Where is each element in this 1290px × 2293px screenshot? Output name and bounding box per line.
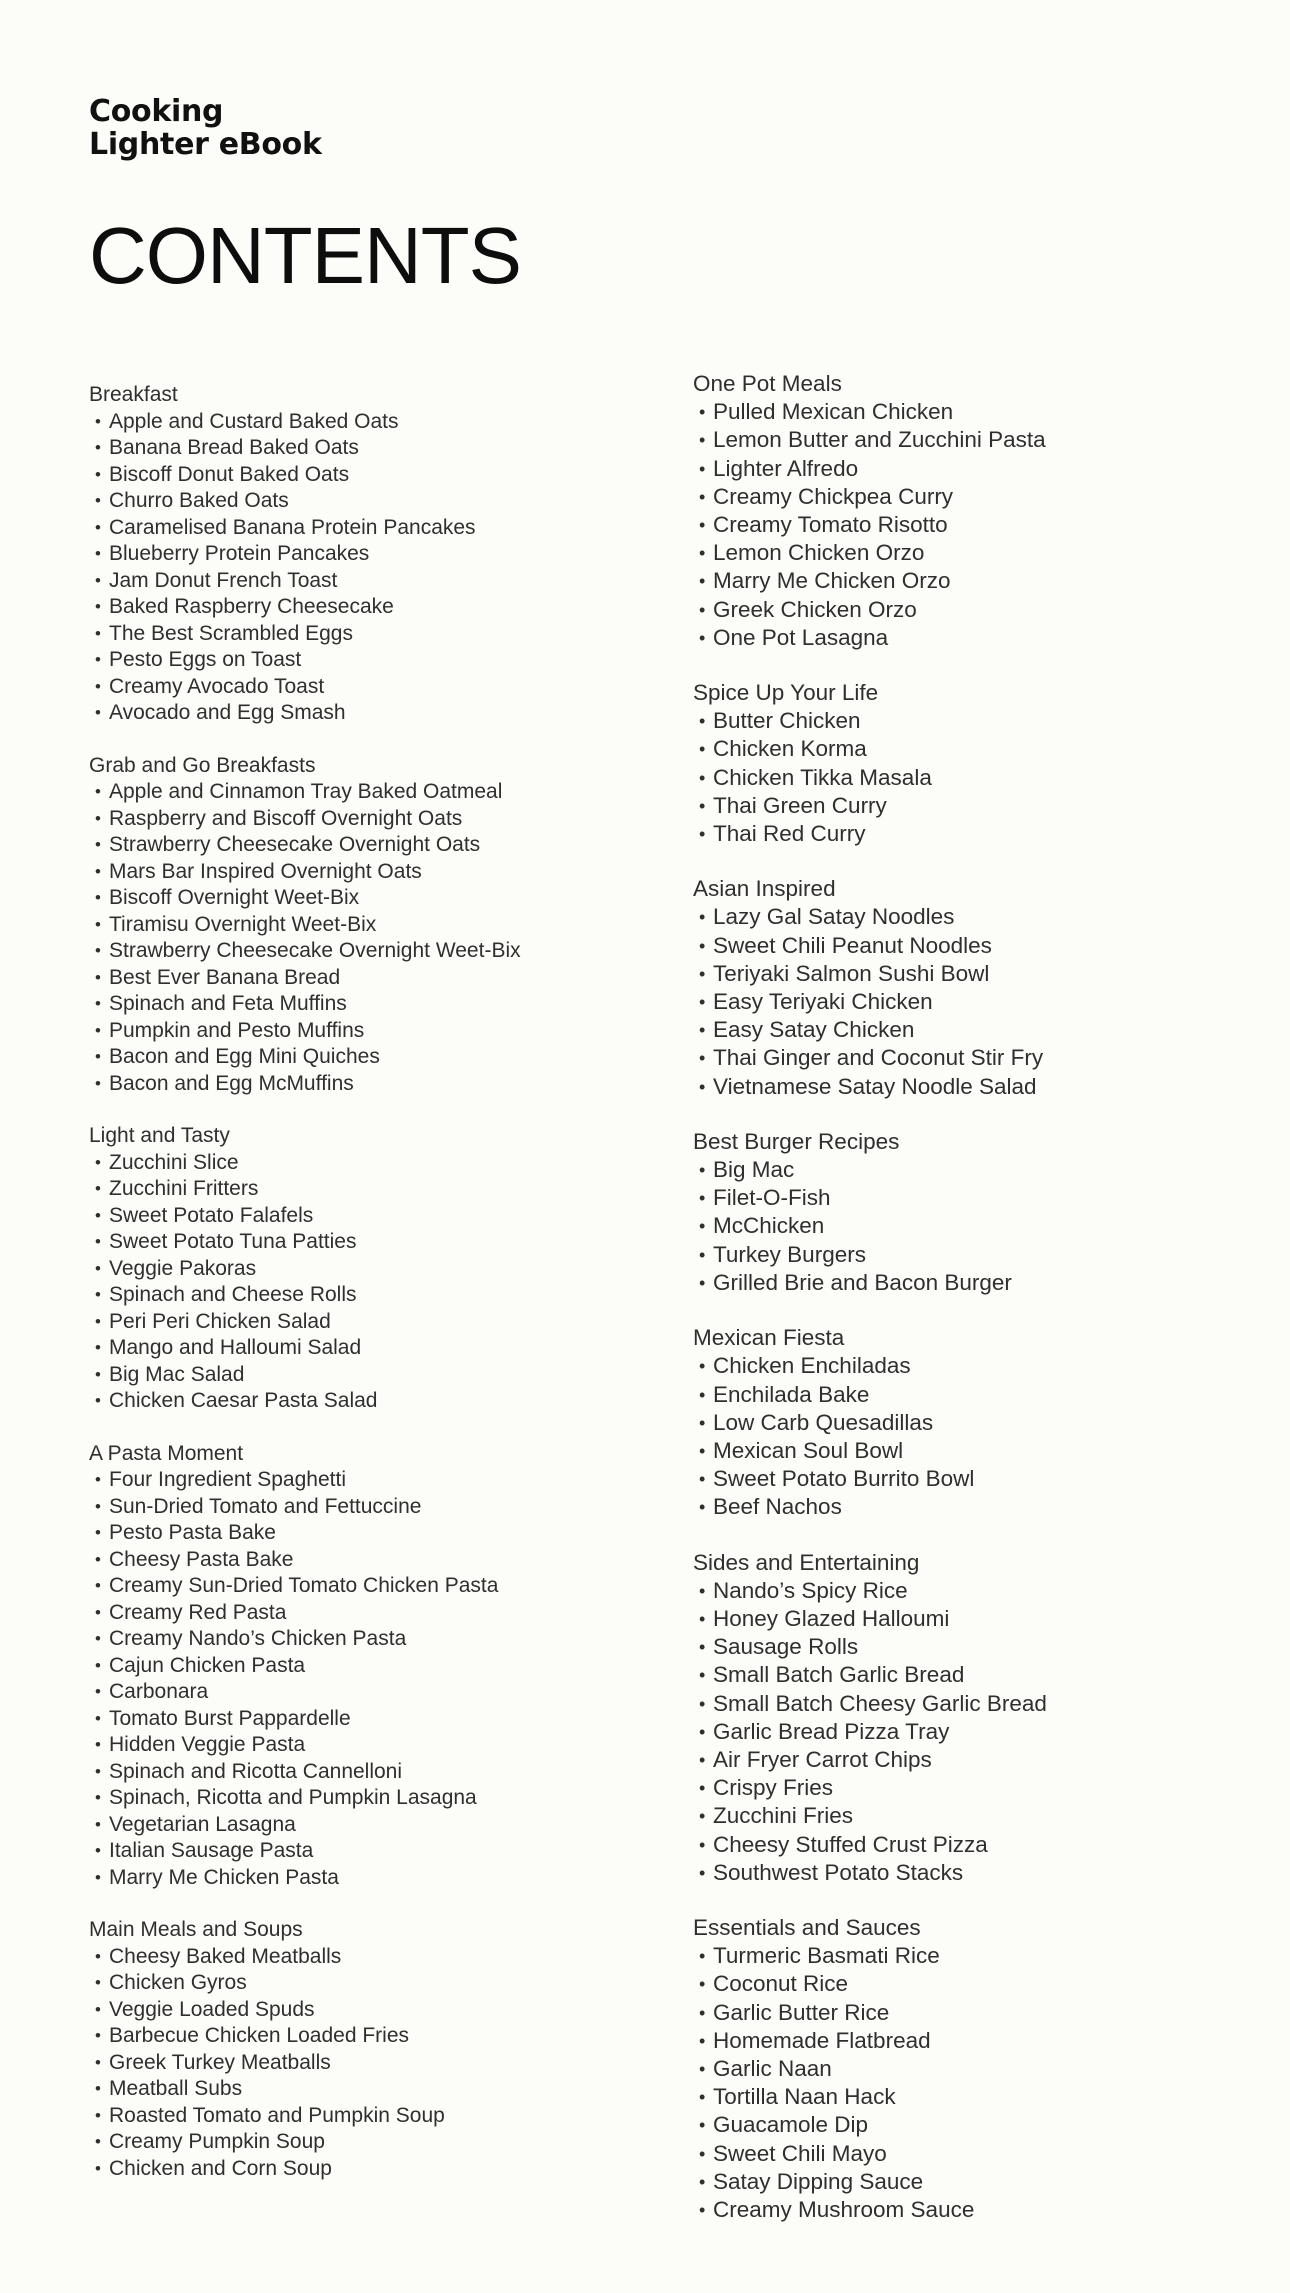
list-item: • The Best Scrambled Eggs: [89, 621, 521, 648]
list-item: • Banana Bread Baked Oats: [89, 435, 521, 462]
section-title: Light and Tasty: [89, 1124, 230, 1147]
list-item: • Veggie Loaded Spuds: [89, 1997, 521, 2024]
list-item: • Cheesy Stuffed Crust Pizza: [693, 1831, 1047, 1859]
list-item: • Low Carb Quesadillas: [693, 1409, 1047, 1437]
list-item: • Tomato Burst Pappardelle: [89, 1706, 521, 1733]
section-title: Spice Up Your Life: [693, 680, 879, 706]
list-item: • Blueberry Protein Pancakes: [89, 541, 521, 568]
section-spice-up-your-life: [693, 679, 1047, 848]
section-best-burger-recipes: [693, 1128, 1047, 1297]
page-title: CONTENTS: [89, 211, 521, 300]
list-item: • Vietnamese Satay Noodle Salad: [693, 1073, 1047, 1101]
list-item: • Pesto Pasta Bake: [89, 1520, 521, 1547]
list-item: • Mango and Halloumi Salad: [89, 1335, 521, 1362]
recipe-list: [89, 1467, 521, 1891]
section-title: Breakfast: [89, 383, 178, 406]
list-item: • Mars Bar Inspired Overnight Oats: [89, 859, 521, 886]
list-item: • Spinach, Ricotta and Pumpkin Lasagna: [89, 1785, 521, 1812]
section-title: Mexican Fiesta: [693, 1325, 845, 1351]
list-item: • Small Batch Cheesy Garlic Bread: [693, 1690, 1047, 1718]
list-item: • Caramelised Banana Protein Pancakes: [89, 515, 521, 542]
section-title: One Pot Meals: [693, 371, 842, 396]
list-item: • Zucchini Slice: [89, 1150, 521, 1177]
list-item: • Crispy Fries: [693, 1774, 1047, 1802]
section-title: A Pasta Moment: [89, 1441, 244, 1465]
list-item: • Lemon Chicken Orzo: [693, 539, 1047, 567]
list-item: • Chicken and Corn Soup: [89, 2156, 521, 2183]
list-item: • Enchilada Bake: [693, 1381, 1047, 1409]
list-item: • Creamy Sun-Dried Tomato Chicken Pasta: [89, 1573, 521, 1600]
list-item: • Baked Raspberry Cheesecake: [89, 594, 521, 621]
list-item: • Greek Turkey Meatballs: [89, 2050, 521, 2077]
section-title: Essentials and Sauces: [693, 1914, 921, 1940]
recipe-list: [89, 779, 521, 1097]
list-item: • Barbecue Chicken Loaded Fries: [89, 2023, 521, 2050]
list-item: • Carbonara: [89, 1679, 521, 1706]
list-item: • Lazy Gal Satay Noodles: [693, 903, 1047, 931]
list-item: • Chicken Korma: [693, 735, 1047, 763]
section-mexican-fiesta: [693, 1324, 1047, 1521]
list-item: • Biscoff Donut Baked Oats: [89, 462, 521, 489]
contents-column-right: [693, 370, 1047, 2251]
list-item: • Biscoff Overnight Weet-Bix: [89, 885, 521, 912]
recipe-list: [693, 707, 1047, 848]
section-title: Best Burger Recipes: [693, 1128, 900, 1154]
list-item: • Nando’s Spicy Rice: [693, 1577, 1047, 1605]
list-item: • Turmeric Basmati Rice: [693, 1942, 1047, 1970]
contents-column-left: [89, 382, 521, 2208]
list-item: • Creamy Red Pasta: [89, 1600, 521, 1627]
list-item: • Roasted Tomato and Pumpkin Soup: [89, 2103, 521, 2130]
list-item: • Mexican Soul Bowl: [693, 1437, 1047, 1465]
list-item: • Apple and Cinnamon Tray Baked Oatmeal: [89, 779, 521, 806]
section-asian-inspired: [693, 875, 1047, 1101]
list-item: • One Pot Lasagna: [693, 624, 1047, 652]
recipe-list: [89, 1944, 521, 2183]
list-item: • Sweet Potato Burrito Bowl: [693, 1465, 1047, 1493]
list-item: • Chicken Enchiladas: [693, 1352, 1047, 1380]
recipe-list: [89, 1150, 521, 1415]
list-item: • Sausage Rolls: [693, 1633, 1047, 1661]
recipe-list: [693, 1156, 1047, 1297]
list-item: • Sweet Potato Tuna Patties: [89, 1229, 521, 1256]
list-item: • Easy Teriyaki Chicken: [693, 988, 1047, 1016]
section-breakfast: [89, 382, 521, 727]
list-item: • Small Batch Garlic Bread: [693, 1661, 1047, 1689]
list-item: • Creamy Nando’s Chicken Pasta: [89, 1626, 521, 1653]
list-item: • Cheesy Baked Meatballs: [89, 1944, 521, 1971]
list-item: • Big Mac: [693, 1156, 1047, 1184]
list-item: • Avocado and Egg Smash: [89, 700, 521, 727]
brand-line-2: Lighter eBook: [89, 127, 322, 162]
list-item: • Vegetarian Lasagna: [89, 1812, 521, 1839]
list-item: • Cajun Chicken Pasta: [89, 1653, 521, 1680]
list-item: • Marry Me Chicken Pasta: [89, 1865, 521, 1892]
list-item: • Sweet Chili Peanut Noodles: [693, 932, 1047, 960]
list-item: • Grilled Brie and Bacon Burger: [693, 1269, 1047, 1297]
list-item: • Creamy Tomato Risotto: [693, 511, 1047, 539]
list-item: • Veggie Pakoras: [89, 1256, 521, 1283]
list-item: • Chicken Caesar Pasta Salad: [89, 1388, 521, 1415]
list-item: • Homemade Flatbread: [693, 2027, 1047, 2055]
section-grab-and-go-breakfasts: [89, 753, 521, 1098]
section-title: Sides and Entertaining: [693, 1549, 920, 1575]
list-item: • Garlic Butter Rice: [693, 1999, 1047, 2027]
list-item: • Cheesy Pasta Bake: [89, 1547, 521, 1574]
list-item: • Spinach and Cheese Rolls: [89, 1282, 521, 1309]
list-item: • Chicken Gyros: [89, 1970, 521, 1997]
list-item: • Meatball Subs: [89, 2076, 521, 2103]
list-item: • Spinach and Ricotta Cannelloni: [89, 1759, 521, 1786]
list-item: • Spinach and Feta Muffins: [89, 991, 521, 1018]
list-item: • Air Fryer Carrot Chips: [693, 1746, 1047, 1774]
section-main-meals-and-soups: [89, 1917, 521, 2182]
recipe-list: [693, 1942, 1047, 2224]
list-item: • Jam Donut French Toast: [89, 568, 521, 595]
list-item: • Tiramisu Overnight Weet-Bix: [89, 912, 521, 939]
list-item: • Sweet Chili Mayo: [693, 2140, 1047, 2168]
list-item: • Hidden Veggie Pasta: [89, 1732, 521, 1759]
ebook-brand: [89, 95, 322, 161]
section-light-and-tasty: [89, 1123, 521, 1415]
list-item: • Garlic Naan: [693, 2055, 1047, 2083]
section-title: Asian Inspired: [693, 876, 836, 902]
list-item: • Honey Glazed Halloumi: [693, 1605, 1047, 1633]
list-item: • Zucchini Fries: [693, 1802, 1047, 1830]
list-item: • Creamy Chickpea Curry: [693, 483, 1047, 511]
list-item: • Sweet Potato Falafels: [89, 1203, 521, 1230]
list-item: • Butter Chicken: [693, 707, 1047, 735]
list-item: • Creamy Mushroom Sauce: [693, 2196, 1047, 2224]
list-item: • Thai Red Curry: [693, 820, 1047, 848]
section-a-pasta-moment: [89, 1441, 521, 1892]
list-item: • Raspberry and Biscoff Overnight Oats: [89, 806, 521, 833]
recipe-list: [89, 409, 521, 727]
list-item: • Southwest Potato Stacks: [693, 1859, 1047, 1887]
list-item: • Italian Sausage Pasta: [89, 1838, 521, 1865]
list-item: • Peri Peri Chicken Salad: [89, 1309, 521, 1336]
list-item: • Creamy Pumpkin Soup: [89, 2129, 521, 2156]
list-item: • Pulled Mexican Chicken: [693, 398, 1047, 426]
list-item: • Bacon and Egg Mini Quiches: [89, 1044, 521, 1071]
list-item: • Creamy Avocado Toast: [89, 674, 521, 701]
recipe-list: [693, 903, 1047, 1100]
list-item: • Coconut Rice: [693, 1970, 1047, 1998]
list-item: • Turkey Burgers: [693, 1241, 1047, 1269]
list-item: • Lighter Alfredo: [693, 455, 1047, 483]
section-essentials-and-sauces: [693, 1914, 1047, 2224]
list-item: • Four Ingredient Spaghetti: [89, 1467, 521, 1494]
section-one-pot-meals: [693, 370, 1047, 652]
list-item: • Thai Green Curry: [693, 792, 1047, 820]
section-sides-and-entertaining: [693, 1549, 1047, 1887]
list-item: • Garlic Bread Pizza Tray: [693, 1718, 1047, 1746]
list-item: • Strawberry Cheesecake Overnight Weet-Bix: [89, 938, 521, 965]
list-item: • Greek Chicken Orzo: [693, 596, 1047, 624]
section-title: Grab and Go Breakfasts: [89, 753, 316, 777]
list-item: • Pumpkin and Pesto Muffins: [89, 1018, 521, 1045]
list-item: • Zucchini Fritters: [89, 1176, 521, 1203]
list-item: • Churro Baked Oats: [89, 488, 521, 515]
section-title: Main Meals and Soups: [89, 1918, 303, 1941]
list-item: • Teriyaki Salmon Sushi Bowl: [693, 960, 1047, 988]
list-item: • Satay Dipping Sauce: [693, 2168, 1047, 2196]
list-item: • Apple and Custard Baked Oats: [89, 409, 521, 436]
list-item: • Filet-O-Fish: [693, 1184, 1047, 1212]
list-item: • Easy Satay Chicken: [693, 1016, 1047, 1044]
list-item: • Thai Ginger and Coconut Stir Fry: [693, 1044, 1047, 1072]
list-item: • Pesto Eggs on Toast: [89, 647, 521, 674]
list-item: • Big Mac Salad: [89, 1362, 521, 1389]
list-item: • Strawberry Cheesecake Overnight Oats: [89, 832, 521, 859]
list-item: • Tortilla Naan Hack: [693, 2083, 1047, 2111]
list-item: • Marry Me Chicken Orzo: [693, 567, 1047, 595]
recipe-list: [693, 398, 1047, 652]
recipe-list: [693, 1577, 1047, 1887]
list-item: • Guacamole Dip: [693, 2111, 1047, 2139]
list-item: • Chicken Tikka Masala: [693, 764, 1047, 792]
list-item: • Lemon Butter and Zucchini Pasta: [693, 426, 1047, 454]
list-item: • Beef Nachos: [693, 1493, 1047, 1521]
recipe-list: [693, 1352, 1047, 1521]
brand-line-1: Cooking: [89, 94, 224, 129]
list-item: • McChicken: [693, 1212, 1047, 1240]
list-item: • Sun-Dried Tomato and Fettuccine: [89, 1494, 521, 1521]
list-item: • Best Ever Banana Bread: [89, 965, 521, 992]
list-item: • Bacon and Egg McMuffins: [89, 1071, 521, 1098]
